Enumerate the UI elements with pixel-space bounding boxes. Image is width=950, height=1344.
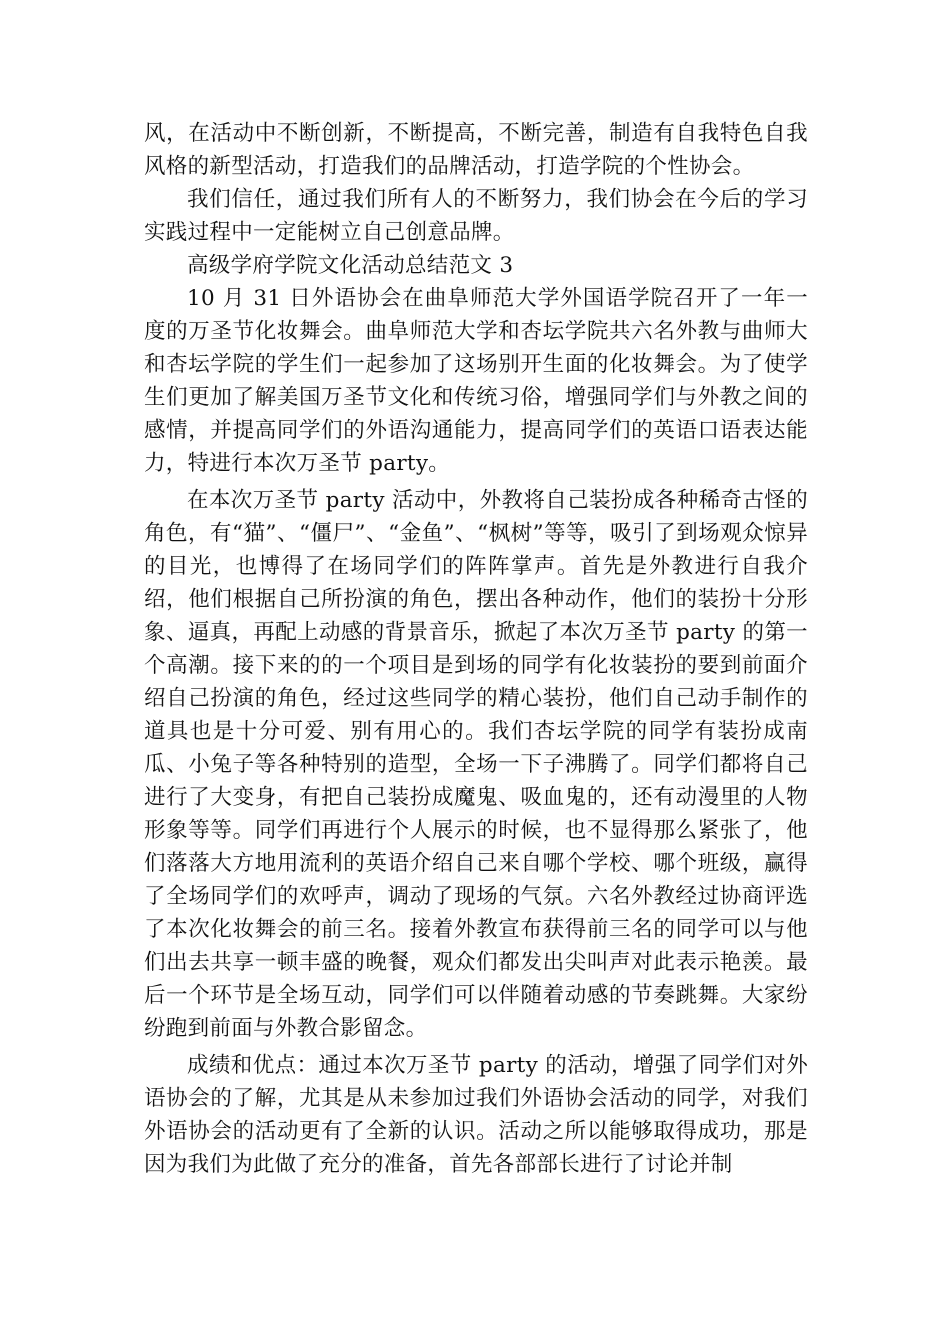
document-page — [144, 117, 808, 1181]
paragraph-4: 在本次万圣节 party 活动中，外教将自己装扮成各种稀奇古怪的角色，有“猫”、“僵尸”、“金鱼”、“枫树”等等，吸引了到场观众惊异的目光，也博得了在场同学们的阵阵掌声。首先是外教进行自我介绍，他们根据自己所扮演的角色，摆出各种动作，他们的装扮十分形象、逼真，再配上动感的背景音乐，掀起了本次万圣节 party 的第一个高潮。接下来的的一个项目是到场的同学有化妆装扮的要到前面介绍自己扮演的角色，经过这些同学的精心装扮，他们自己动手制作的道具也是十分可爱、别有用心的。我们杏坛学院的同学有装扮成南瓜、小兔子等各种特别的造型，全场一下子沸腾了。同学们都将自己进行了大变身，有把自己装扮成魔鬼、吸血鬼的，还有动漫里的人物形象等等。同学们再进行个人展示的时候，也不显得那么紧张了，他们落落大方地用流利的英语介绍自己来自哪个学校、哪个班级，赢得了全场同学们的欢呼声，调动了现场的气氛。六名外教经过协商评选了本次化妆舞会的前三名。接着外教宣布获得前三名的同学可以与他们出去共享一顿丰盛的晚餐，观众们都发出尖叫声对此表示艳羡。最后一个环节是全场互动，同学们可以伴随着动感的节奏跳舞。大家纷纷跑到前面与外教合影留念。 — [144, 488, 808, 1041]
section-heading: 高级学府学院文化活动总结范文 3 — [187, 253, 514, 278]
paragraph-1: 风，在活动中不断创新，不断提高，不断完善，制造有自我特色自我风格的新型活动，打造我们的品牌活动，打造学院的个性协会。 — [144, 121, 808, 179]
paragraph-3: 10 月 31 日外语协会在曲阜师范大学外国语学院召开了一年一度的万圣节化妆舞会。曲阜师范大学和杏坛学院共六名外教与曲师大和杏坛学院的学生们一起参加了这场别开生面的化妆舞会。为了使学生们更加了解美国万圣节文化和传统习俗，增强同学们与外教之间的感情，并提高同学们的外语沟通能力，提高同学们的英语口语表达能力，特进行本次万圣节 party。 — [144, 286, 808, 476]
paragraph-5: 成绩和优点：通过本次万圣节 party 的活动，增强了同学们对外语协会的了解，尤其是从未参加过我们外语协会活动的同学，对我们外语协会的活动更有了全新的认识。活动之所以能够取得成功，那是因为我们为此做了充分的准备，首先各部部长进行了讨论并制 — [144, 1053, 808, 1177]
paragraph-2: 我们信任，通过我们所有人的不断努力，我们协会在今后的学习实践过程中一定能树立自己创意品牌。 — [144, 187, 808, 245]
